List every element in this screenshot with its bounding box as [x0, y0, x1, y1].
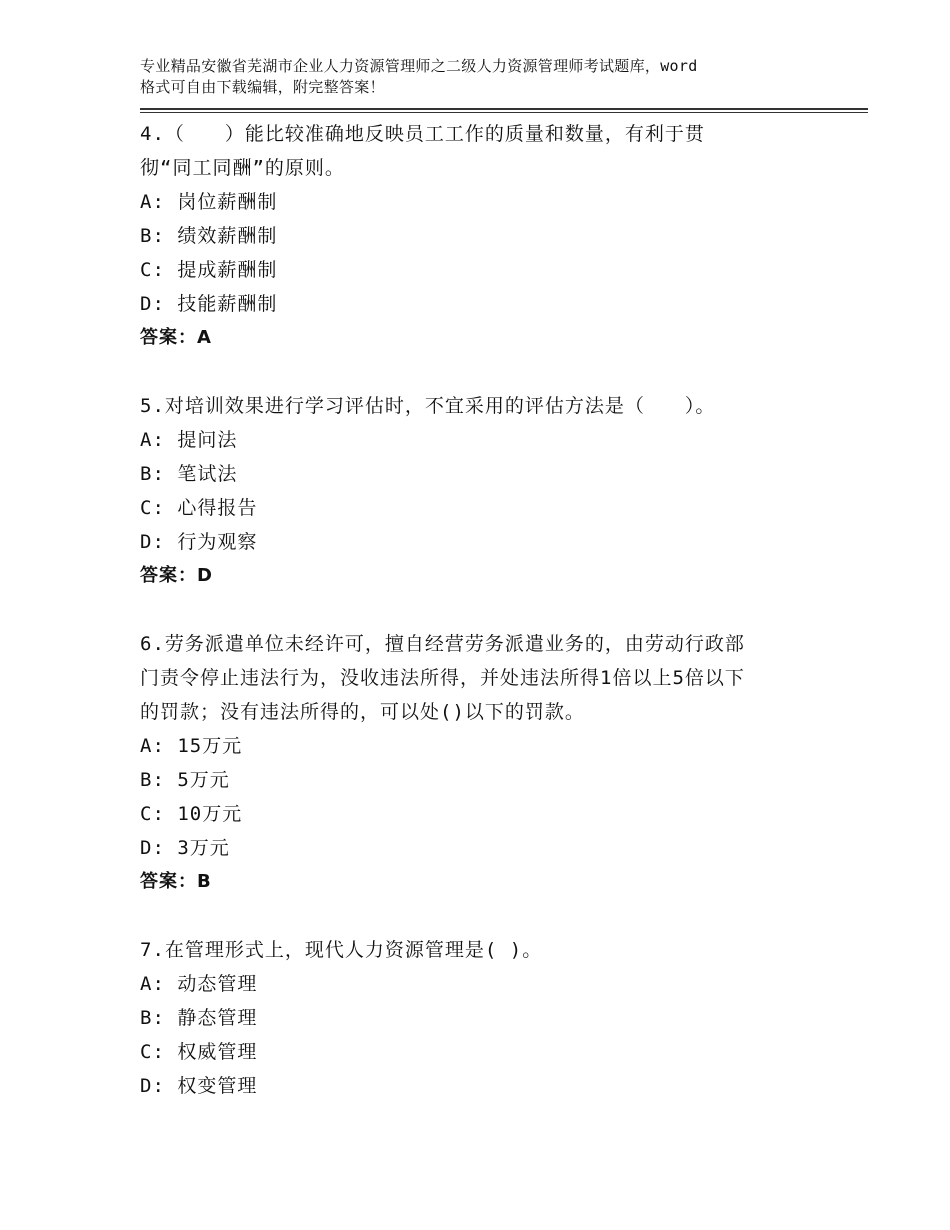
question-stem-line: 6.劳务派遣单位未经许可，擅自经营劳务派遣业务的，由劳动行政部	[140, 632, 745, 655]
answer: 答案：A	[140, 326, 212, 348]
option-a: A: 岗位薪酬制	[140, 190, 278, 213]
option-d: D: 技能薪酬制	[140, 292, 278, 315]
header-line-1: 专业精品安徽省芜湖市企业人力资源管理师之二级人力资源管理师考试题库，word	[140, 57, 698, 75]
question-stem-line: 5.对培训效果进行学习评估时，不宜采用的评估方法是（ ）。	[140, 394, 716, 417]
option-b: B: 5万元	[140, 768, 230, 791]
option-c: C: 10万元	[140, 802, 243, 825]
answer: 答案：D	[140, 564, 213, 586]
option-c: C: 提成薪酬制	[140, 258, 278, 281]
question-stem-line: 彻“同工同酬”的原则。	[140, 156, 345, 179]
header-divider	[140, 108, 868, 113]
document-header	[140, 56, 820, 98]
option-c: C: 心得报告	[140, 496, 258, 519]
question-4	[140, 117, 868, 355]
question-stem-line: 的罚款；没有违法所得的，可以处()以下的罚款。	[140, 700, 585, 723]
option-b: B: 笔试法	[140, 462, 238, 485]
option-d: D: 行为观察	[140, 530, 258, 553]
question-stem-line: 门责令停止违法行为，没收违法所得，并处违法所得1倍以上5倍以下	[140, 666, 745, 689]
question-7	[140, 933, 868, 1103]
option-c: C: 权威管理	[140, 1040, 258, 1063]
option-d: D: 3万元	[140, 836, 230, 859]
document-page	[140, 56, 868, 1103]
answer: 答案：B	[140, 870, 212, 892]
option-b: B: 静态管理	[140, 1006, 258, 1029]
option-a: A: 15万元	[140, 734, 243, 757]
question-stem-line: 7.在管理形式上，现代人力资源管理是( )。	[140, 938, 543, 961]
question-stem-line: 4.（ ）能比较准确地反映员工工作的质量和数量，有利于贯	[140, 122, 705, 145]
header-line-2: 格式可自由下载编辑，附完整答案！	[140, 78, 385, 96]
question-6	[140, 627, 868, 899]
option-a: A: 动态管理	[140, 972, 258, 995]
question-5	[140, 389, 868, 593]
option-b: B: 绩效薪酬制	[140, 224, 278, 247]
option-a: A: 提问法	[140, 428, 238, 451]
option-d: D: 权变管理	[140, 1074, 258, 1097]
